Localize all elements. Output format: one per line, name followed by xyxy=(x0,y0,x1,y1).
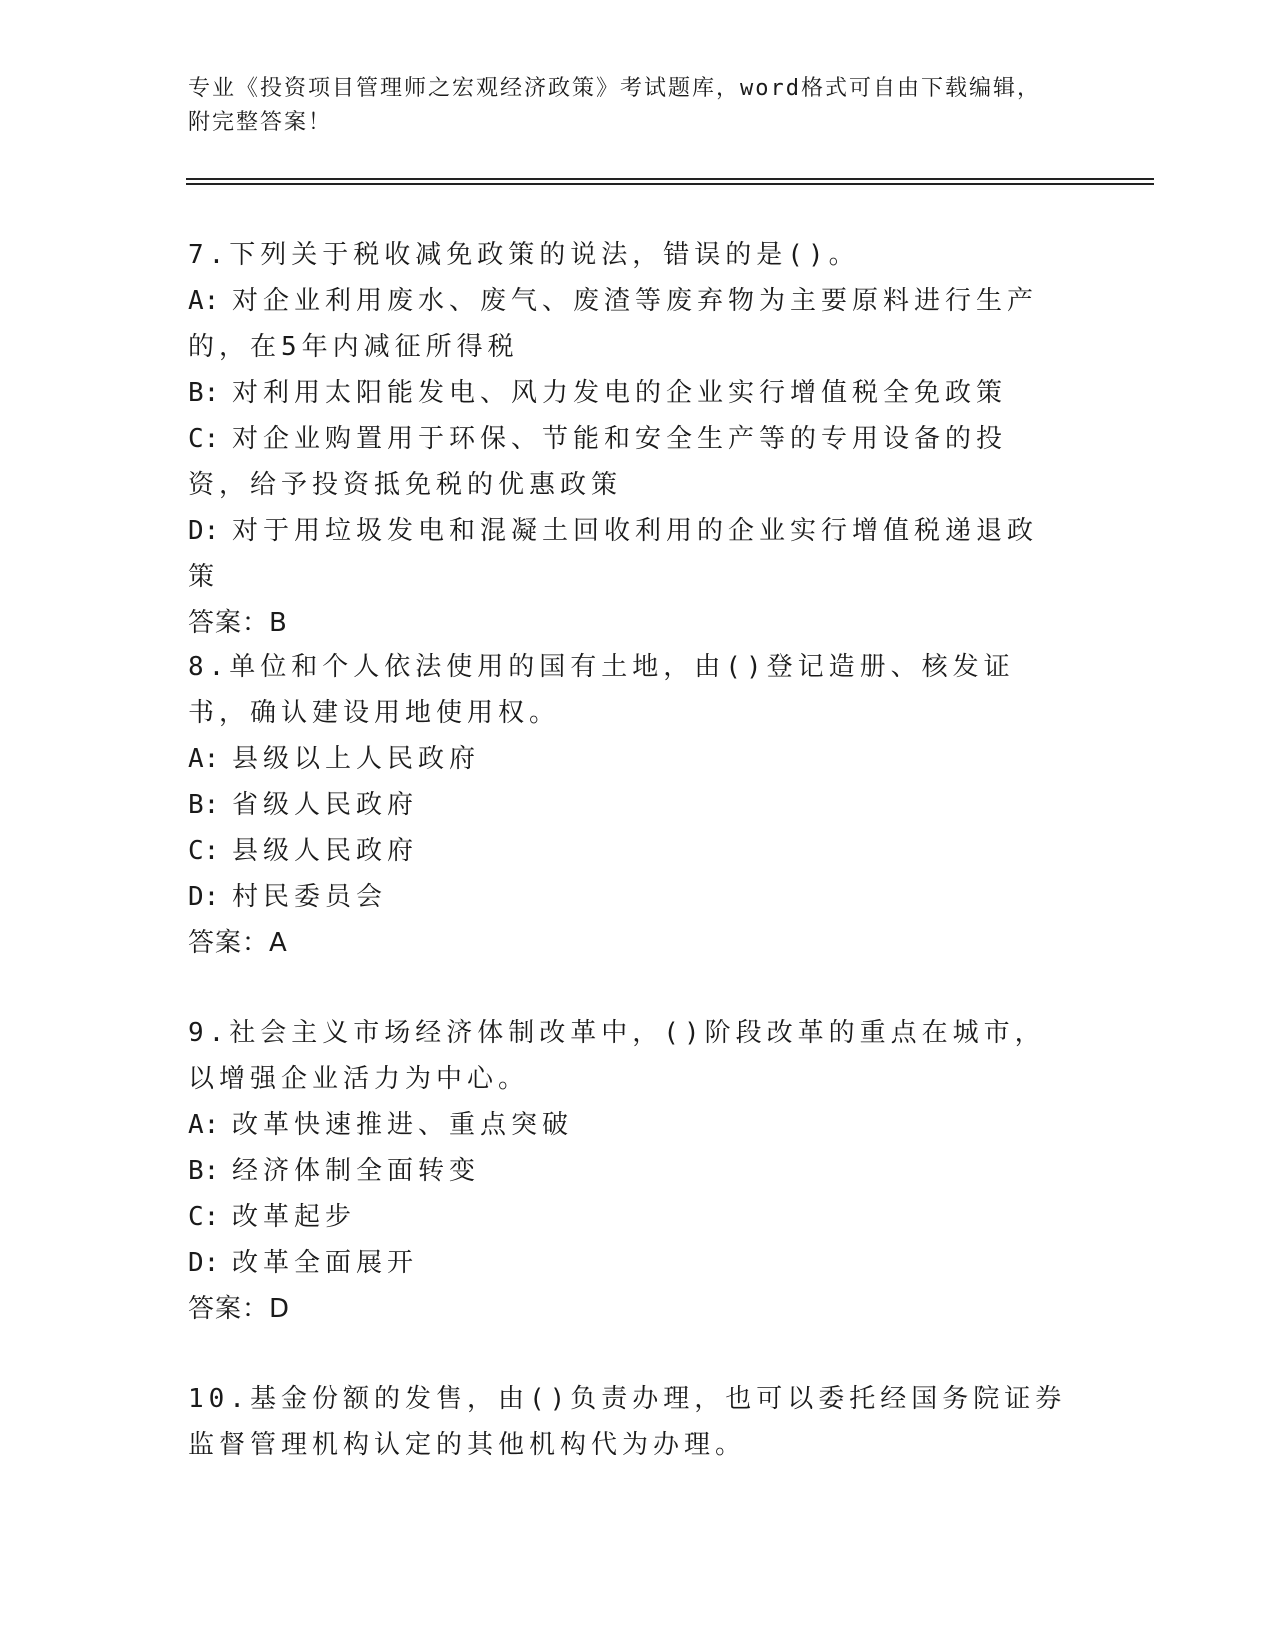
question-7 xyxy=(188,232,1068,646)
option-text: 改革快速推进、重点突破 xyxy=(232,1110,574,1140)
option-d xyxy=(188,508,1068,600)
header-divider-bottom xyxy=(186,183,1154,185)
question-stem: 10.基金份额的发售，由()负责办理，也可以委托经国务院证券监督管理机构认定的其他机构代为办理。 xyxy=(188,1384,1067,1460)
option-key: C: xyxy=(188,1202,220,1232)
document-header xyxy=(188,72,1068,140)
option-b xyxy=(188,1148,1068,1194)
question-9 xyxy=(188,1010,1068,1332)
option-text: 改革全面展开 xyxy=(232,1248,419,1278)
option-key: B: xyxy=(188,790,220,820)
option-text: 省级人民政府 xyxy=(232,790,419,820)
answer: 答案：B xyxy=(188,608,288,638)
header-line-2: 附完整答案！ xyxy=(188,110,333,135)
option-key: A: xyxy=(188,744,220,774)
answer: 答案：A xyxy=(188,928,288,958)
option-key: C: xyxy=(188,424,220,454)
option-key: D: xyxy=(188,1248,220,1278)
option-text: 对于用垃圾发电和混凝土回收利用的企业实行增值税递退政策 xyxy=(188,516,1039,592)
option-key: B: xyxy=(188,1156,220,1186)
option-c xyxy=(188,416,1068,508)
option-text: 村民委员会 xyxy=(232,882,388,912)
answer: 答案：D xyxy=(188,1294,291,1324)
option-key: D: xyxy=(188,882,220,912)
option-a xyxy=(188,278,1068,370)
option-key: B: xyxy=(188,378,220,408)
question-stem: 7.下列关于税收减免政策的说法，错误的是()。 xyxy=(188,240,860,270)
option-text: 对企业购置用于环保、节能和安全生产等的专用设备的投资，给予投资抵免税的优惠政策 xyxy=(188,424,1008,500)
header-line-1: 专业《投资项目管理师之宏观经济政策》考试题库，word格式可自由下载编辑， xyxy=(188,76,1041,101)
option-text: 县级以上人民政府 xyxy=(232,744,481,774)
header-divider-top xyxy=(186,178,1154,180)
option-key: D: xyxy=(188,516,220,546)
option-b xyxy=(188,370,1068,416)
question-stem: 8.单位和个人依法使用的国有土地，由()登记造册、核发证书，确认建设用地使用权。 xyxy=(188,652,1015,728)
question-stem: 9.社会主义市场经济体制改革中，()阶段改革的重点在城市，以增强企业活力为中心。 xyxy=(188,1018,1046,1094)
option-text: 改革起步 xyxy=(232,1202,357,1232)
option-key: C: xyxy=(188,836,220,866)
option-d xyxy=(188,1240,1068,1286)
option-d xyxy=(188,874,1068,920)
option-b xyxy=(188,782,1068,828)
option-c xyxy=(188,828,1068,874)
option-key: A: xyxy=(188,1110,220,1140)
option-text: 县级人民政府 xyxy=(232,836,419,866)
option-text: 对利用太阳能发电、风力发电的企业实行增值税全免政策 xyxy=(232,378,1008,408)
option-key: A: xyxy=(188,286,220,316)
option-c xyxy=(188,1194,1068,1240)
question-10 xyxy=(188,1376,1068,1468)
option-a xyxy=(188,1102,1068,1148)
option-text: 对企业利用废水、废气、废渣等废弃物为主要原料进行生产的，在5年内减征所得税 xyxy=(188,286,1039,362)
option-a xyxy=(188,736,1068,782)
option-text: 经济体制全面转变 xyxy=(232,1156,481,1186)
question-8 xyxy=(188,644,1068,966)
